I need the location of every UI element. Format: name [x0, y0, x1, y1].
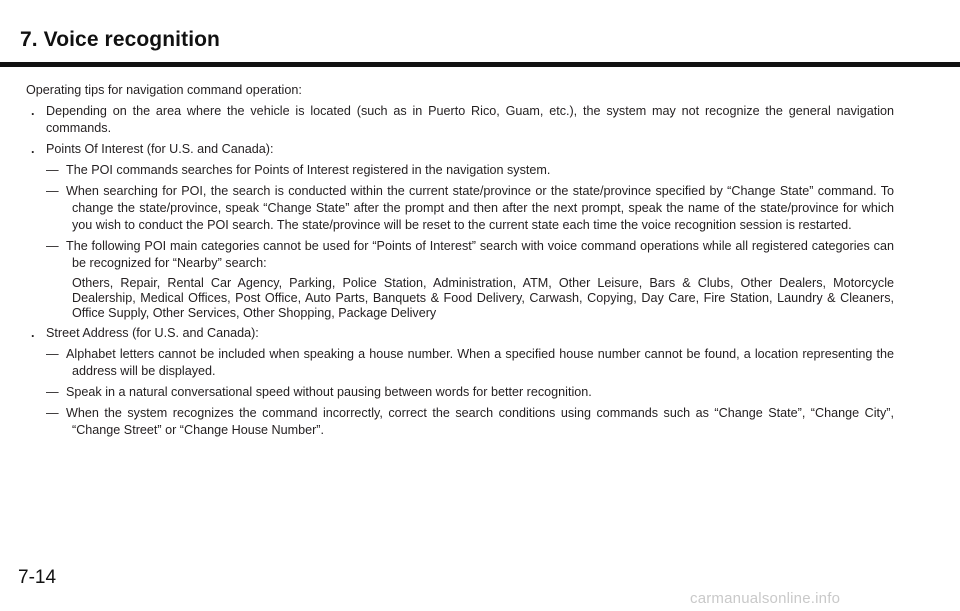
bullet-text: Points Of Interest (for U.S. and Canada): — [46, 142, 274, 156]
dash-item — [26, 384, 894, 401]
dash-mark: — — [46, 385, 59, 399]
intro-paragraph: Operating tips for navigation command operation: — [26, 83, 302, 97]
page-number: 7-14 — [18, 567, 57, 588]
dash-item — [26, 405, 894, 439]
dash-text: The following POI main categories cannot be used for “Points of Interest” search with voice command operations while all registered categories can be recognized for “Nearby” search: — [66, 239, 894, 270]
bullet-item — [26, 325, 894, 342]
dash-mark: — — [46, 406, 59, 420]
header-rule — [0, 62, 960, 67]
dash-text: When the system recognizes the command incorrectly, correct the search conditions using commands such as “Change State”, “Change City”, “Change Street” or “Change House Number”. — [66, 406, 894, 437]
dash-mark: — — [46, 163, 59, 177]
dash-mark: — — [46, 347, 59, 361]
bullet-mark: . — [31, 104, 35, 118]
dash-item — [26, 183, 894, 234]
page-header — [0, 0, 960, 70]
dash-mark: — — [46, 239, 59, 253]
watermark: carmanualsonline.info — [690, 590, 841, 607]
section-title: 7. Voice recognition — [20, 28, 220, 51]
category-list: Others, Repair, Rental Car Agency, Parking, Police Station, Administration, ATM, Other Leisure, Bars & Clubs, Other Dealers, Motorcycle Dealership, Medical Offices, Post Office, Auto Parts, Banquets & Food Delivery, Carwash, Copying, Day Care, Fire Station, Laundry & Cleaners, Office Supply, Other Services, Other Shopping, Package Delivery — [72, 276, 894, 320]
dash-text: The POI commands searches for Points of Interest registered in the navigation system. — [66, 163, 551, 177]
dash-item — [26, 238, 894, 272]
page-content — [26, 82, 894, 443]
dash-text: Speak in a natural conversational speed without pausing between words for better recognition. — [66, 385, 592, 399]
dash-item — [26, 346, 894, 380]
bullet-item — [26, 103, 894, 137]
dash-text: When searching for POI, the search is conducted within the current state/province or the state/province specified by “Change State” command. To change the state/province, speak “Change State” after the prompt and then after the next prompt, speak the name of the state/province for which you wish to conduct the POI search. The state/province will be reset to the current state each time the voice recognition session is restarted. — [66, 184, 894, 232]
dash-text: Alphabet letters cannot be included when speaking a house number. When a specified house number cannot be found, a location representing the address will be displayed. — [66, 347, 894, 378]
bullet-text: Depending on the area where the vehicle is located (such as in Puerto Rico, Guam, etc.), the system may not recognize the general navigation commands. — [46, 104, 894, 135]
bullet-text: Street Address (for U.S. and Canada): — [46, 326, 259, 340]
bullet-mark: . — [31, 142, 35, 156]
dash-mark: — — [46, 184, 59, 198]
bullet-item — [26, 141, 894, 158]
bullet-mark: . — [31, 326, 35, 340]
dash-item — [26, 162, 894, 179]
